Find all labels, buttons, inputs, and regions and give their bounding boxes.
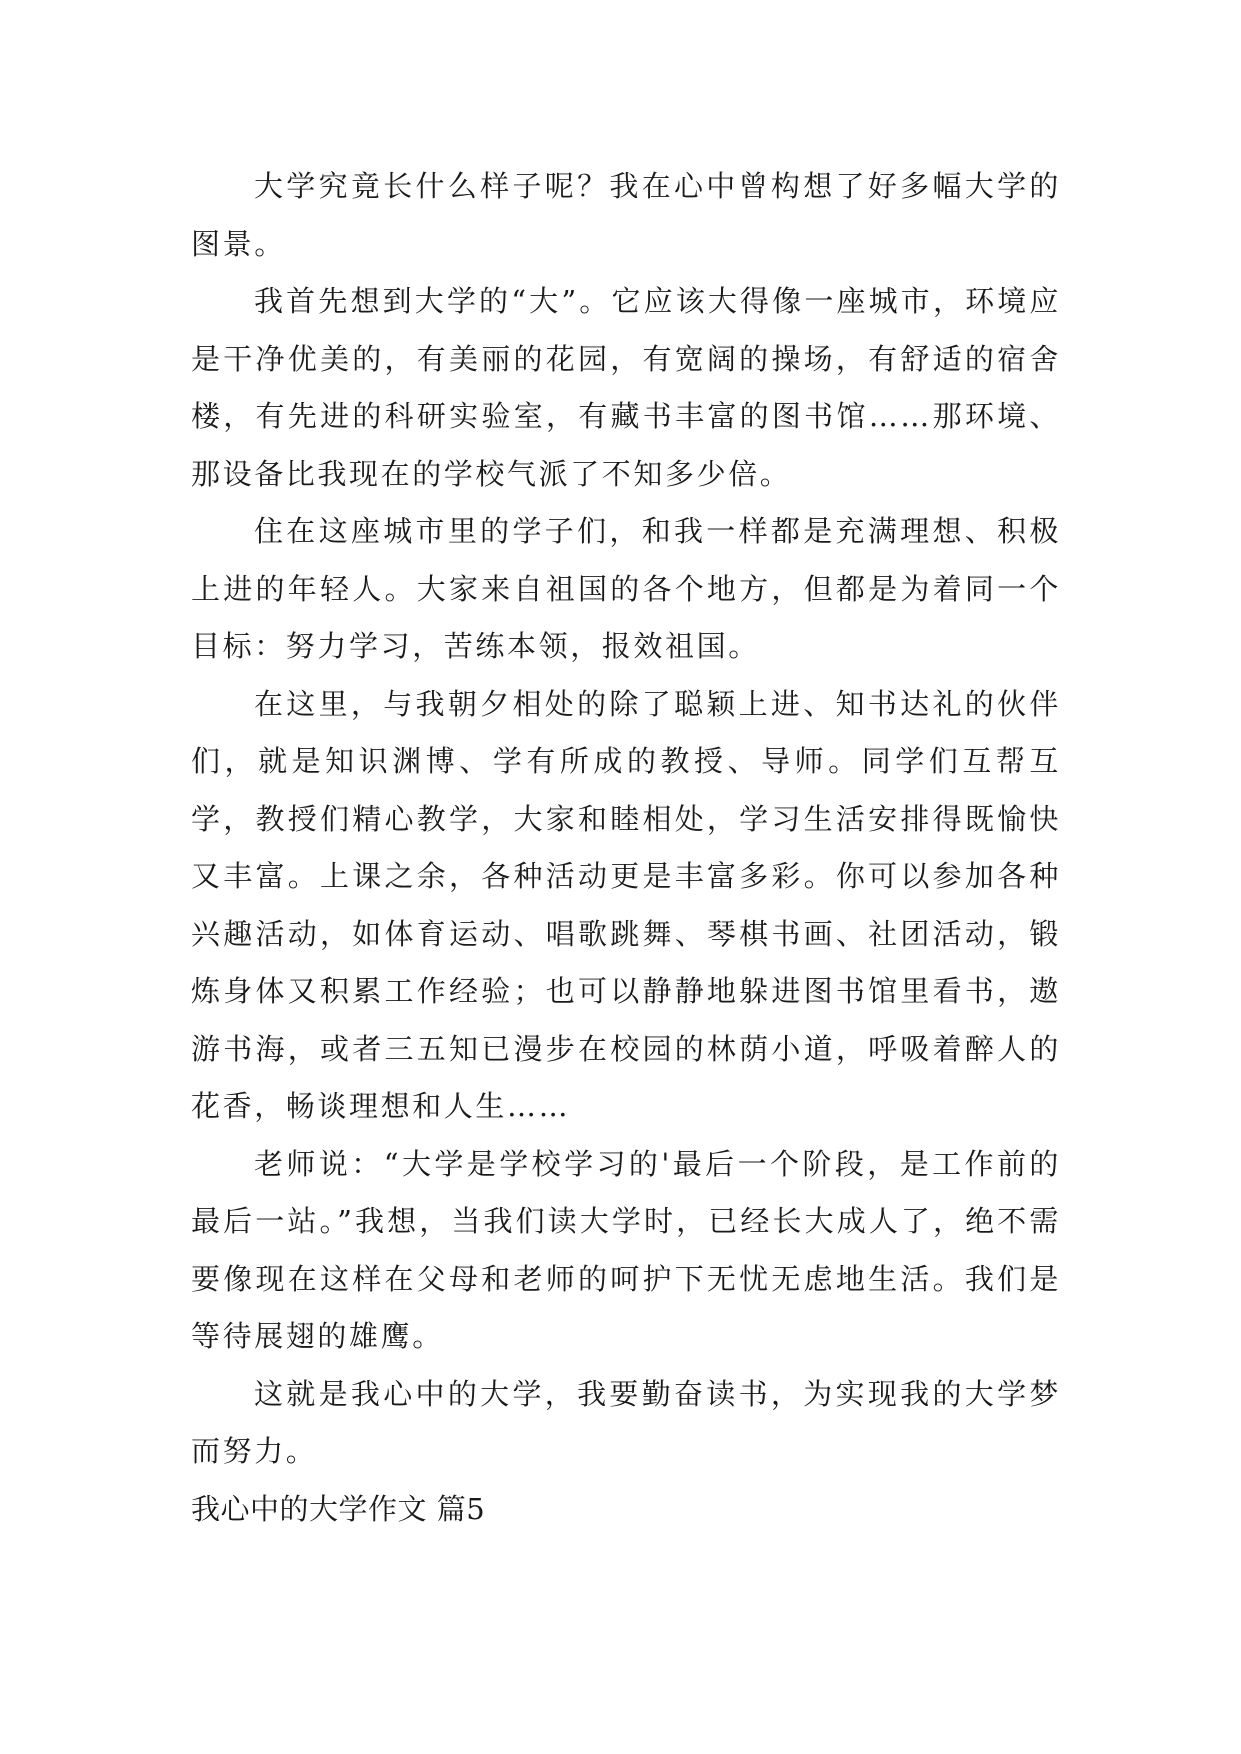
paragraph-5: 老师说：“大学是学校学习的'最后一个阶段，是工作前的最后一站。”我想，当我们读大学时，已经长大成人了，绝不需要像现在这样在父母和老师的呵护下无忧无虑地生活。我们是等待展翅的雄鹰。 — [191, 1146, 1061, 1353]
paragraph-1: 大学究竟长什么样子呢？我在心中曾构想了好多幅大学的图景。 — [191, 169, 1061, 261]
paragraph-3: 住在这座城市里的学子们，和我一样都是充满理想、积极上进的年轻人。大家来自祖国的各个地方，但都是为着同一个目标：努力学习，苦练本领，报效祖国。 — [191, 514, 1061, 663]
paragraph-4: 在这里，与我朝夕相处的除了聪颖上进、知书达礼的伙伴们，就是知识渊博、学有所成的教授、导师。同学们互帮互学，教授们精心教学，大家和睦相处，学习生活安排得既愉快又丰富。上课之余，各种活动更是丰富多彩。你可以参加各种兴趣活动，如体育运动、唱歌跳舞、琴棋书画、社团活动，锻炼身体又积累工作经验；也可以静静地躲进图书馆里看书，遨游书海，或者三五知已漫步在校园的林荫小道，呼吸着醉人的花香，畅谈理想和人生…… — [191, 686, 1061, 1123]
paragraph-6: 这就是我心中的大学，我要勤奋读书，为实现我的大学梦而努力。 — [191, 1376, 1061, 1468]
document-body — [191, 158, 1061, 1538]
section-heading: 我心中的大学作文 篇5 — [191, 1491, 486, 1526]
paragraph-2: 我首先想到大学的“大”。它应该大得像一座城市，环境应是干净优美的，有美丽的花园，有宽阔的操场，有舒适的宿舍楼，有先进的科研实验室，有藏书丰富的图书馆……那环境、那设备比我现在的学校气派了不知多少倍。 — [191, 284, 1061, 491]
